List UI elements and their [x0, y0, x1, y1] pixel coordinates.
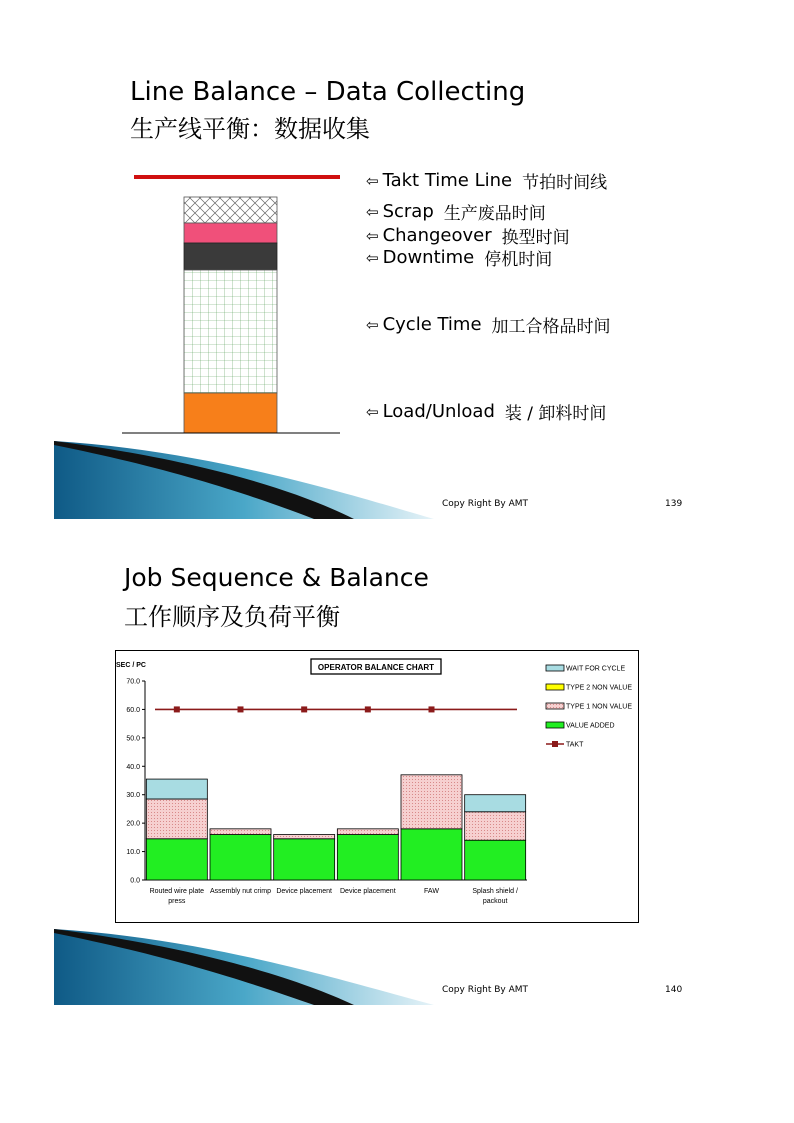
- slide-139: [54, 33, 694, 519]
- bar-segment: [401, 829, 462, 880]
- changeover-downtime-block: [184, 243, 277, 270]
- takt-marker: [238, 706, 244, 712]
- label-changeover: ⇦ Changeover 换型时间: [366, 225, 570, 248]
- scrap-block: [184, 223, 277, 243]
- bar-segment: [401, 775, 462, 829]
- bar-segment: [274, 835, 335, 839]
- legend-swatch: [546, 665, 564, 671]
- slide-title-en: Line Balance – Data Collecting: [130, 77, 526, 107]
- label-downtime: ⇦ Downtime 停机时间: [366, 247, 553, 270]
- page-number: 139: [665, 499, 683, 509]
- page-number: 140: [665, 985, 683, 995]
- bar-segment: [146, 839, 207, 880]
- copyright: Copy Right By AMT: [442, 499, 529, 509]
- bar-segment: [210, 829, 271, 835]
- slide-title-cn: 生产线平衡：数据收集: [130, 115, 370, 143]
- x-tick-label: Device placement: [276, 888, 332, 895]
- y-tick-label: 40.0: [126, 763, 140, 771]
- legend-takt-marker: [552, 741, 558, 747]
- x-tick-label: press: [168, 898, 186, 905]
- swoosh-decoration: [54, 929, 694, 1005]
- bar-segment: [274, 839, 335, 880]
- bar-segment: [465, 795, 526, 812]
- slide-title-cn: 工作顺序及负荷平衡: [124, 603, 340, 631]
- x-tick-label: FAW: [424, 888, 439, 895]
- x-tick-label: Splash shield /: [472, 888, 518, 895]
- y-tick-label: 60.0: [126, 706, 140, 714]
- slide-140: [54, 519, 694, 1005]
- label-takt: ⇦ Takt Time Line 节拍时间线: [366, 170, 608, 193]
- cycle-time-block: [184, 270, 277, 393]
- slide-title-en: Job Sequence & Balance: [124, 563, 429, 592]
- legend-label: TAKT: [566, 741, 584, 749]
- left-arrow-icon: ⇦: [366, 226, 379, 245]
- label-scrap: ⇦ Scrap 生产废品时间: [366, 201, 546, 224]
- load-unload-block: [184, 393, 277, 433]
- line-balance-diagram: [120, 168, 350, 438]
- y-tick-label: 70.0: [126, 678, 140, 686]
- takt-marker: [174, 706, 180, 712]
- left-arrow-icon: ⇦: [366, 248, 379, 267]
- takt-marker: [301, 706, 307, 712]
- bar-segment: [337, 835, 398, 880]
- bar-segment: [210, 835, 271, 880]
- x-tick-label: Routed wire plate: [149, 888, 205, 895]
- y-axis-label: SEC / PC: [116, 662, 146, 669]
- scrap-crosshatch-block: [184, 197, 277, 223]
- operator-balance-chart: [115, 650, 639, 923]
- y-tick-label: 20.0: [126, 820, 140, 828]
- legend-label: VALUE ADDED: [566, 722, 615, 730]
- takt-marker: [365, 706, 371, 712]
- x-tick-label: Device placement: [340, 888, 396, 895]
- left-arrow-icon: ⇦: [366, 402, 379, 421]
- left-arrow-icon: ⇦: [366, 315, 379, 334]
- bar-segment: [146, 799, 207, 839]
- takt-marker: [429, 706, 435, 712]
- left-arrow-icon: ⇦: [366, 171, 379, 190]
- y-tick-label: 30.0: [126, 792, 140, 800]
- y-tick-label: 0.0: [130, 877, 140, 885]
- y-tick-label: 10.0: [126, 849, 140, 857]
- legend-label: WAIT FOR CYCLE: [566, 665, 626, 673]
- bar-segment: [146, 779, 207, 799]
- chart-title: OPERATOR BALANCE CHART: [317, 663, 435, 672]
- bar-segment: [465, 812, 526, 840]
- x-tick-label: packout: [482, 898, 508, 905]
- legend-swatch: [546, 684, 564, 690]
- label-cycle-time: ⇦ Cycle Time 加工合格品时间: [366, 314, 611, 337]
- legend-label: TYPE 1 NON VALUE: [566, 703, 633, 711]
- legend-swatch: [546, 703, 564, 709]
- swoosh-decoration: [54, 441, 694, 519]
- y-tick-label: 50.0: [126, 735, 140, 743]
- legend-label: TYPE 2 NON VALUE: [566, 684, 633, 692]
- legend-swatch: [546, 722, 564, 728]
- bar-segment: [465, 840, 526, 880]
- bar-segment: [337, 829, 398, 835]
- x-tick-label: Assembly nut crimp: [209, 888, 272, 895]
- label-load-unload: ⇦ Load/Unload 装 / 卸料时间: [366, 401, 607, 424]
- left-arrow-icon: ⇦: [366, 202, 379, 221]
- copyright: Copy Right By AMT: [442, 985, 529, 995]
